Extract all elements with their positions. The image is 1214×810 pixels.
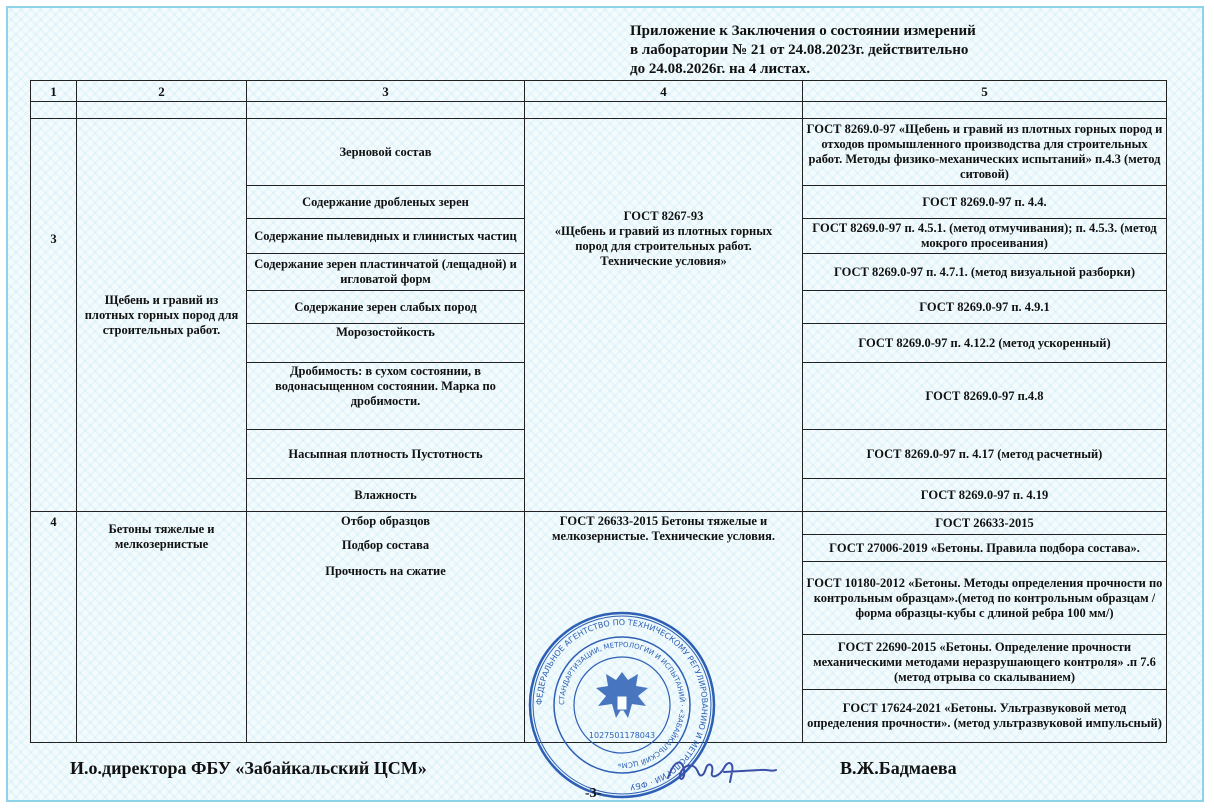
header-line-3: до 24.08.2026г. на 4 листах. <box>630 61 811 77</box>
characteristic: Прочность на сжатие <box>325 564 446 578</box>
characteristic: Содержание пылевидных и глинистых частиц <box>247 219 525 254</box>
svg-text:ФЕДЕРАЛЬНОЕ АГЕНТСТВО ПО ТЕХНИ: ФЕДЕРАЛЬНОЕ АГЕНТСТВО ПО ТЕХНИЧЕСКОМУ РЕГУЛИРОВАНИЮ И МЕТРОЛОГИИ · ФБУ <box>534 617 710 792</box>
column-number: 1 <box>31 81 77 102</box>
test-method: ГОСТ 8269.0-97 п. 4.4. <box>803 186 1167 219</box>
test-method: ГОСТ 8269.0-97 п. 4.5.1. (метод отмучивания); п. 4.5.3. (метод мокрого просеивания) <box>803 219 1167 254</box>
test-method: ГОСТ 8269.0-97 п. 4.7.1. (метод визуальной разборки) <box>803 254 1167 291</box>
test-method: ГОСТ 8269.0-97 «Щебень и гравий из плотных горных пород и отходов промышленного производства для строительных работ. Методы физико-механических испытаний» п.4.3 (метод ситовой) <box>803 119 1167 186</box>
column-number: 2 <box>77 81 247 102</box>
signatory-position: И.о.директора ФБУ «Забайкальский ЦСМ» <box>70 758 427 778</box>
test-method: ГОСТ 8269.0-97 п.4.8 <box>803 363 1167 430</box>
characteristic: Содержание дробленых зерен <box>247 186 525 219</box>
characteristic: Зерновой состав <box>247 119 525 186</box>
test-method: ГОСТ 10180-2012 «Бетоны. Методы определения прочности по контрольным образцам».(метод по контрольным образцам /форма образцы-кубы с длиной ребра 100 мм/) <box>803 562 1167 635</box>
characteristic: Содержание зерен слабых пород <box>247 291 525 324</box>
test-method: ГОСТ 17624-2021 «Бетоны. Ультразвуковой метод определения прочности». (метод ультразвуковой импульсный) <box>803 690 1167 743</box>
column-number: 3 <box>247 81 525 102</box>
column-number-row <box>31 81 1167 102</box>
characteristic: Содержание зерен пластинчатой (лещадной) и игловатой форм <box>247 254 525 291</box>
test-method: ГОСТ 26633-2015 <box>803 512 1167 535</box>
characteristic: Влажность <box>247 479 525 512</box>
signatory-name: В.Ж.Бадмаева <box>840 758 957 778</box>
section-number: 3 <box>31 119 77 512</box>
characteristic: Отбор образцов <box>341 514 430 528</box>
gost-requirement: ГОСТ 26633-2015 Бетоны тяжелые и мелкозернистые. Технические условия. <box>525 512 803 743</box>
test-method: ГОСТ 8269.0-97 п. 4.19 <box>803 479 1167 512</box>
test-method: ГОСТ 8269.0-97 п. 4.9.1 <box>803 291 1167 324</box>
document-header <box>630 22 1050 79</box>
table-row <box>31 119 1167 186</box>
test-object: Бетоны тяжелые и мелкозернистые <box>77 512 247 743</box>
header-line-2: в лаборатории № 21 от 24.08.2023г. действительно <box>630 42 969 58</box>
section-number: 4 <box>31 512 77 743</box>
table-row <box>31 512 1167 535</box>
column-number: 4 <box>525 81 803 102</box>
test-object: Щебень и гравий из плотных горных пород для строительных работ. <box>77 119 247 512</box>
svg-text:1027501178043: 1027501178043 <box>588 731 656 740</box>
header-line-1: Приложение к Заключения о состоянии измерений <box>630 23 976 39</box>
spacer-row <box>31 102 1167 119</box>
page-number: -3- <box>585 786 602 801</box>
test-method: ГОСТ 8269.0-97 п. 4.12.2 (метод ускоренный) <box>803 324 1167 363</box>
characteristic-list <box>247 512 525 743</box>
characteristic: Подбор состава <box>341 538 430 552</box>
test-method: ГОСТ 22690-2015 «Бетоны. Определение прочности механическими методами неразрушающего контроля» .п 7.6 (метод отрыва со скалыванием) <box>803 635 1167 690</box>
characteristic: Насыпная плотность Пустотность <box>247 430 525 479</box>
characteristic: Морозостойкость <box>247 324 525 363</box>
signature-icon <box>660 750 780 790</box>
characteristic: Дробимость: в сухом состоянии, в водонасыщенном состоянии. Марка по дробимости. <box>247 363 525 430</box>
gost-requirement: ГОСТ 8267-93 «Щебень и гравий из плотных горных пород для строительных работ. Технические условия» <box>525 119 803 512</box>
svg-text:СТАНДАРТИЗАЦИИ, МЕТРОЛОГИИ И И: СТАНДАРТИЗАЦИИ, МЕТРОЛОГИИ И ИСПЫТАНИЙ · «ЗАБАЙКАЛЬСКИЙ ЦСМ» <box>557 640 687 770</box>
column-number: 5 <box>803 81 1167 102</box>
test-method: ГОСТ 27006-2019 «Бетоны. Правила подбора состава». <box>803 535 1167 562</box>
test-method: ГОСТ 8269.0-97 п. 4.17 (метод расчетный) <box>803 430 1167 479</box>
